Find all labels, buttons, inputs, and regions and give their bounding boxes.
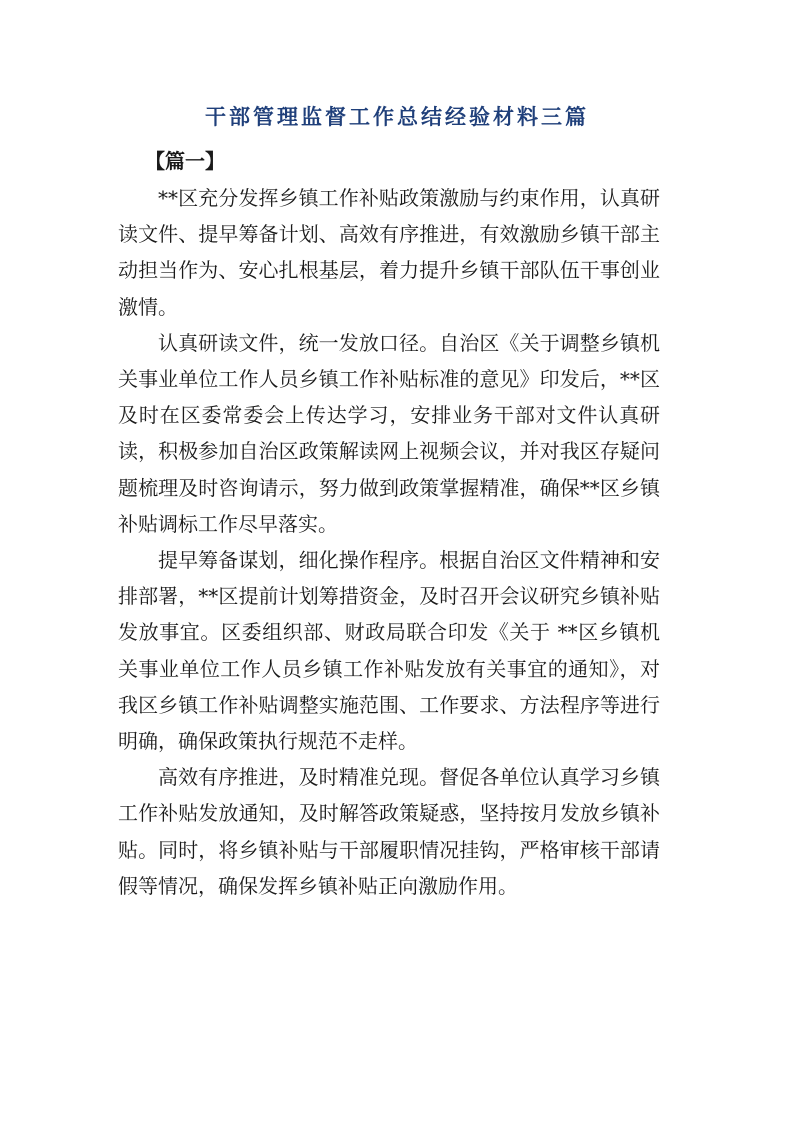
- document-body: [118, 180, 660, 904]
- paragraph: 提早筹备谋划，细化操作程序。根据自治区文件精神和安排部署，**区提前计划筹措资金，及时召开会议研究乡镇补贴发放事宜。区委组织部、财政局联合印发《关于 **区乡镇机关事业单位工作人员乡镇工作补贴发放有关事宜的通知》，对我区乡镇工作补贴调整实施范围、工作要求、方法程序等进行明确，确保政策执行规范不走样。: [118, 548, 660, 754]
- paragraph: **区充分发挥乡镇工作补贴政策激励与约束作用，认真研读文件、提早筹备计划、高效有序推进，有效激励乡镇干部主动担当作为、安心扎根基层，着力提升乡镇干部队伍干事创业激情。: [118, 186, 660, 319]
- paragraph: 认真研读文件，统一发放口径。自治区《关于调整乡镇机关事业单位工作人员乡镇工作补贴标准的意见》印发后，**区及时在区委常委会上传达学习，安排业务干部对文件认真研读，积极参加自治区政策解读网上视频会议，并对我区存疑问题梳理及时咨询请示，努力做到政策掌握精准，确保**区乡镇补贴调标工作尽早落实。: [118, 330, 660, 536]
- section-label: 【篇一】: [145, 149, 225, 173]
- document-title: 干部管理监督工作总结经验材料三篇: [205, 104, 589, 129]
- paragraph: 高效有序推进，及时精准兑现。督促各单位认真学习乡镇工作补贴发放通知，及时解答政策疑惑，坚持按月发放乡镇补贴。同时，将乡镇补贴与干部履职情况挂钩，严格审核干部请假等情况，确保发挥乡镇补贴正向激励作用。: [118, 765, 660, 898]
